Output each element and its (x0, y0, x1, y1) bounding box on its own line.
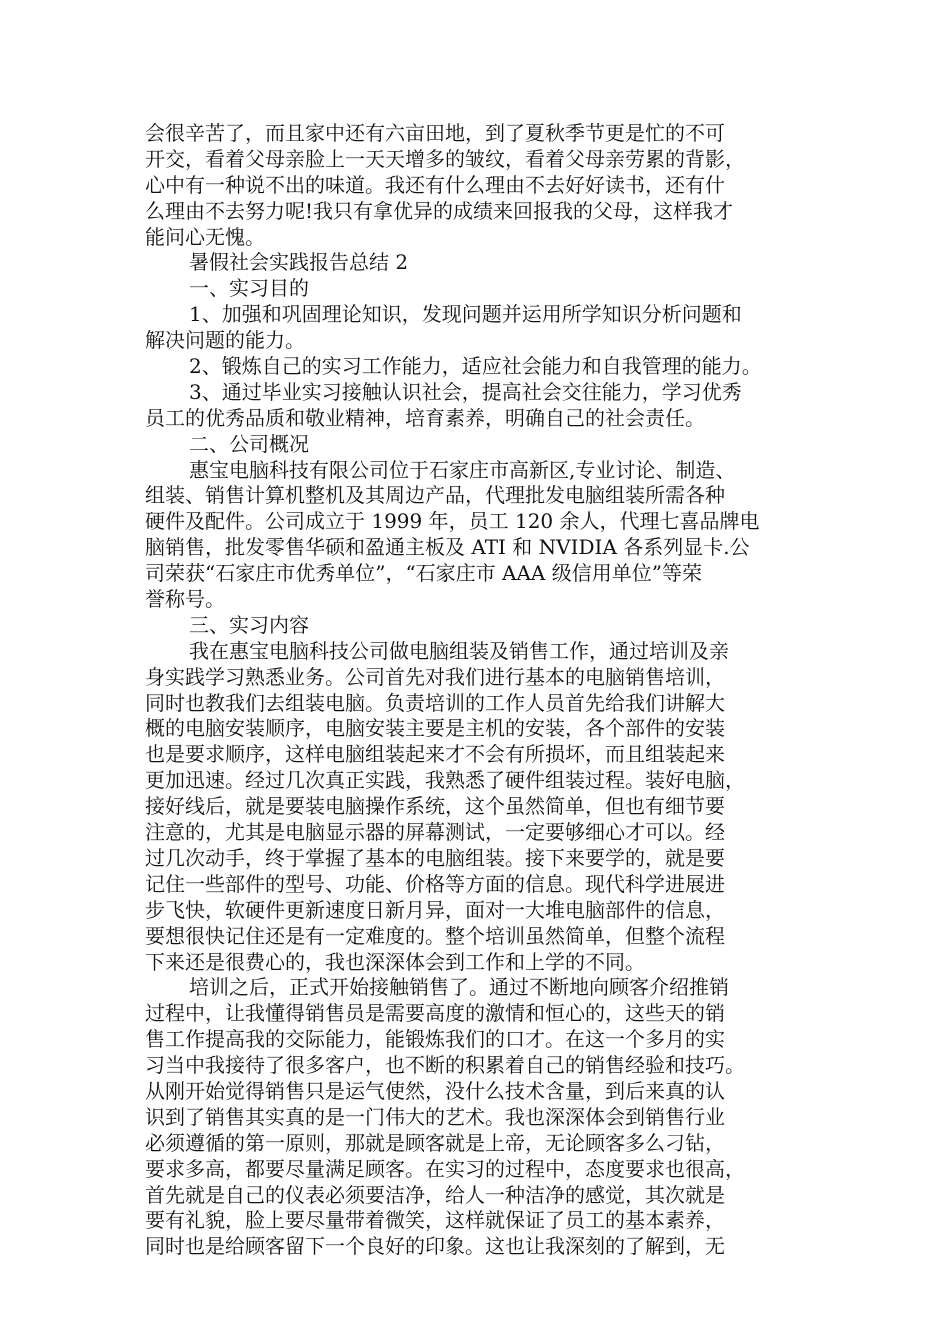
text-line: 注意的，尤其是电脑显示器的屏幕测试，一定要够细心才可以。经 (145, 820, 725, 845)
text-line: 也是要求顺序，这样电脑组装起来才不会有所损坏，而且组装起来 (145, 742, 725, 767)
text-line: 1、加强和巩固理论知识，发现问题并运用所学知识分析问题和 (189, 302, 742, 327)
text-line: 下来还是很费心的，我也深深体会到工作和上学的不同。 (145, 949, 645, 974)
text-line: 暑假社会实践报告总结 2 (189, 250, 409, 275)
document-body (145, 121, 805, 1260)
text-line: 誉称号。 (145, 587, 225, 612)
text-line: 同时也是给顾客留下一个良好的印象。这也让我深刻的了解到，无 (145, 1234, 725, 1259)
text-line: 步飞快，软硬件更新速度日新月异，面对一大堆电脑部件的信息， (145, 897, 725, 922)
text-line: 要有礼貌，脸上要尽量带着微笑，这样就保证了员工的基本素养， (145, 1208, 725, 1233)
text-line: 2、锻炼自己的实习工作能力，适应社会能力和自我管理的能力。 (189, 354, 762, 379)
text-line: 识到了销售其实真的是一门伟大的艺术。我也深深体会到销售行业 (145, 1104, 725, 1129)
text-line: 员工的优秀品质和敬业精神，培育素养，明确自己的社会责任。 (145, 405, 705, 430)
text-line: 么理由不去努力呢!我只有拿优异的成绩来回报我的父母，这样我才 (145, 198, 734, 223)
text-line: 要求多高，都要尽量满足顾客。在实习的过程中，态度要求也很高， (145, 1156, 745, 1181)
text-line: 会很辛苦了，而且家中还有六亩田地，到了夏秋季节更是忙的不可 (145, 121, 725, 145)
text-line: 过程中，让我懂得销售员是需要高度的激情和恒心的，这些天的销 (145, 1001, 725, 1026)
text-line: 3、通过毕业实习接触认识社会，提高社会交往能力，学习优秀 (189, 379, 742, 404)
text-line: 能问心无愧。 (145, 224, 265, 249)
text-line: 心中有一种说不出的味道。我还有什么理由不去好好读书，还有什 (145, 172, 725, 197)
text-line: 司荣获“石家庄市优秀单位”，“石家庄市 AAA 级信用单位”等荣 (145, 561, 702, 586)
text-line: 组装、销售计算机整机及其周边产品，代理批发电脑组装所需各种 (145, 483, 725, 508)
text-line: 脑销售，批发零售华硕和盈通主板及 ATI 和 NVIDIA 各系列显卡.公 (145, 535, 750, 560)
text-line: 培训之后，正式开始接触销售了。通过不断地向顾客介绍推销 (189, 975, 729, 1000)
text-line: 售工作提高我的交际能力，能锻炼我们的口才。在这一个多月的实 (145, 1027, 725, 1052)
text-line: 概的电脑安装顺序，电脑安装主要是主机的安装，各个部件的安装 (145, 716, 725, 741)
text-line: 习当中我接待了很多客户，也不断的积累着自己的销售经验和技巧。 (145, 1053, 745, 1078)
text-line: 二、公司概况 (189, 431, 309, 456)
text-line: 必须遵循的第一原则，那就是顾客就是上帝，无论顾客多么刁钻， (145, 1130, 725, 1155)
text-line: 要想很快记住还是有一定难度的。整个培训虽然简单，但整个流程 (145, 923, 725, 948)
text-line: 身实践学习熟悉业务。公司首先对我们进行基本的电脑销售培训， (145, 664, 725, 689)
text-line: 三、实习内容 (189, 612, 309, 637)
text-line: 过几次动手，终于掌握了基本的电脑组装。接下来要学的，就是要 (145, 845, 725, 870)
text-line: 解决问题的能力。 (145, 328, 305, 353)
text-line: 接好线后，就是要装电脑操作系统，这个虽然简单，但也有细节要 (145, 794, 725, 819)
text-line: 同时也教我们去组装电脑。负责培训的工作人员首先给我们讲解大 (145, 690, 725, 715)
text-line: 首先就是自己的仪表必须要洁净，给人一种洁净的感觉，其次就是 (145, 1182, 725, 1207)
text-line: 我在惠宝电脑科技公司做电脑组装及销售工作，通过培训及亲 (189, 638, 729, 663)
text-line: 开交，看着父母亲脸上一天天增多的皱纹，看着父母亲劳累的背影， (145, 146, 745, 171)
text-line: 从刚开始觉得销售只是运气使然，没什么技术含量，到后来真的认 (145, 1078, 725, 1103)
text-line: 硬件及配件。公司成立于 1999 年，员工 120 余人，代理七喜品牌电 (145, 509, 760, 534)
text-line: 更加迅速。经过几次真正实践，我熟悉了硬件组装过程。装好电脑， (145, 768, 745, 793)
text-line: 记住一些部件的型号、功能、价格等方面的信息。现代科学进展进 (145, 871, 725, 896)
text-line: 惠宝电脑科技有限公司位于石家庄市高新区,专业讨论、制造、 (189, 457, 736, 482)
text-line: 一、实习目的 (189, 276, 309, 301)
